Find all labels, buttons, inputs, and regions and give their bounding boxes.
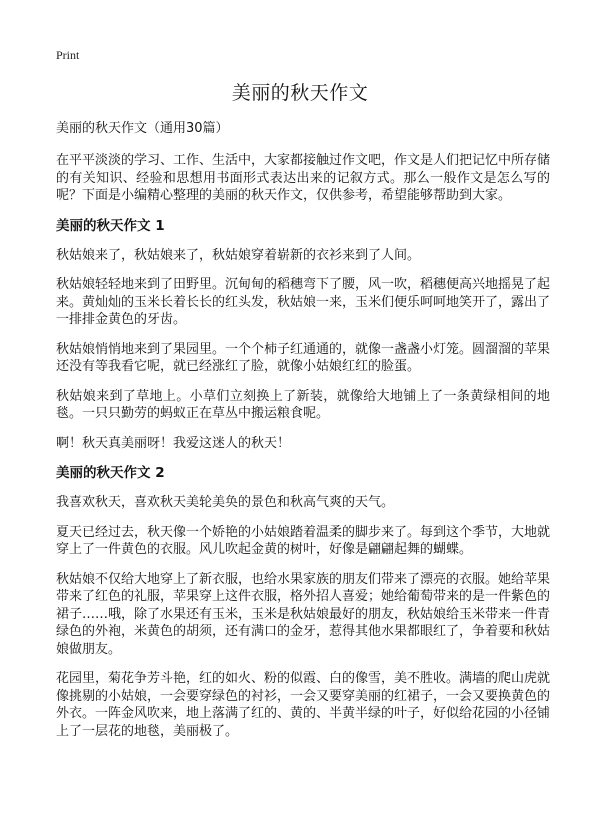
- article-subtitle: 美丽的秋天作文（通用30篇）: [56, 121, 229, 136]
- paragraph: 啊！秋天真美丽呀！我爱这迷人的秋天！: [56, 435, 291, 451]
- intro-paragraph: 在平平淡淡的学习、工作、生活中，大家都接触过作文吧，作文是人们把记忆中所存储的有关知识、经验和思想用书面形式表达出来的记叙方式。那么一般作文是怎么写的呢？下面是小编精心整理的美丽的秋天作文，仅供参考，希望能够帮助到大家。: [56, 153, 551, 203]
- section-heading: 美丽的秋天作文 1: [56, 217, 165, 234]
- article-body: [56, 120, 550, 752]
- print-link[interactable]: Print: [56, 48, 80, 62]
- paragraph: 秋姑娘来了，秋姑娘来了，秋姑娘穿着崭新的衣衫来到了人间。: [56, 247, 421, 263]
- paragraph: 秋姑娘来到了草地上。小草们立刻换上了新装，就像给大地铺上了一条黄绿相间的地毯。一只只勤劳的蚂蚁正在草丛中搬运粮食呢。: [56, 388, 550, 421]
- paragraph: 秋姑娘不仅给大地穿上了新衣服，也给水果家族的朋友们带来了漂亮的衣服。她给苹果带来了红色的礼服，苹果穿上这件衣服，格外招人喜爱；她给葡萄带来的是一件紫色的裙子……哦，除了水果还有玉米，玉米是秋姑娘最好的朋友，秋姑娘给玉米带来一件青绿色的外袍，米黄色的胡须，还有满口的金牙，惹得其他水果都眼红了，争着要和秋姑娘做朋友。: [56, 571, 551, 657]
- section-heading: 美丽的秋天作文 2: [56, 465, 165, 481]
- paragraph: 夏天已经过去，秋天像一个娇艳的小姑娘踏着温柔的脚步来了。每到这个季节，大地就穿上了一件黄色的衣服。风儿吹起金黄的树叶，好像是翩翩起舞的蝴蝶。: [56, 524, 551, 557]
- paragraph: 花园里，菊花争芳斗艳，红的如火、粉的似霞、白的像雪，美不胜收。满墙的爬山虎就像挑剔的小姑娘，一会要穿绿色的衬衫，一会又要穿美丽的红裙子，一会又要换黄色的外衣。一阵金风吹来，地上落满了红的、黄的、半黄半绿的叶子，好似给花园的小径铺上了一层花的地毯，美丽极了。: [56, 671, 551, 739]
- paragraph: 秋姑娘悄悄地来到了果园里。一个个柿子红通通的，就像一盏盏小灯笼。圆溜溜的苹果还没有等我看它呢，就已经涨红了脸，就像小姑娘红红的脸蛋。: [56, 341, 551, 374]
- paragraph: 秋姑娘轻轻地来到了田野里。沉甸甸的稻穗弯下了腰，风一吹，稻穗便高兴地摇晃了起来。黄灿灿的玉米长着长长的红头发，秋姑娘一来，玉米们便乐呵呵地笑开了，露出了一排排金黄色的牙齿。: [56, 277, 551, 327]
- paragraph: 我喜欢秋天，喜欢秋天美轮美奂的景色和秋高气爽的天气。: [56, 495, 395, 510]
- page-title: 美丽的秋天作文: [231, 82, 369, 104]
